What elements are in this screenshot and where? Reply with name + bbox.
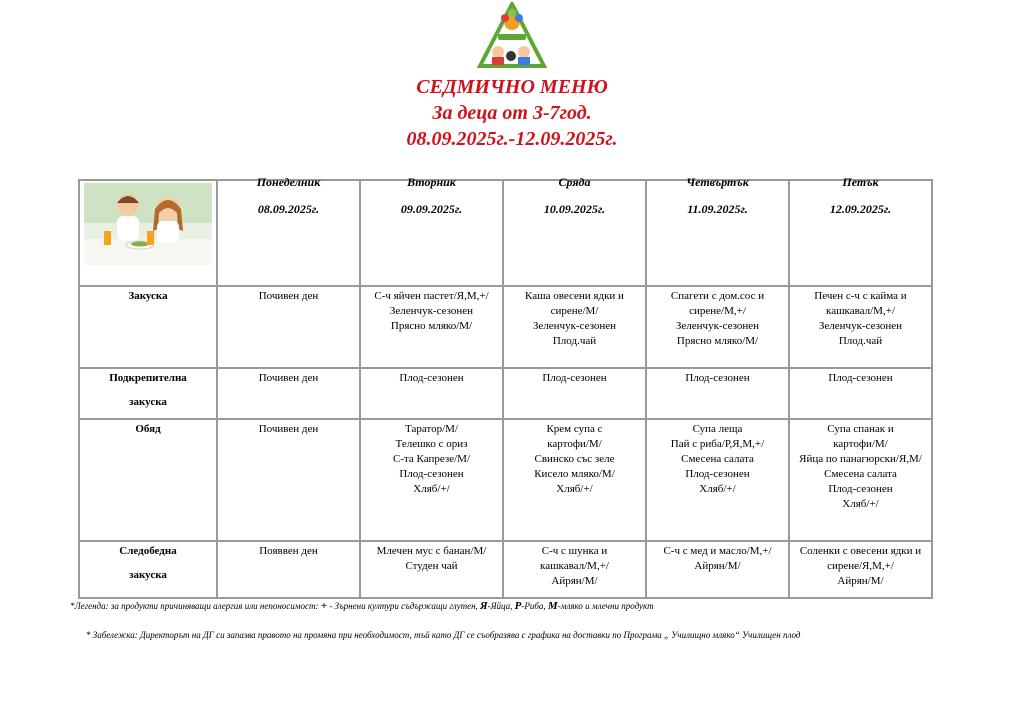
day-name: Сряда <box>558 175 591 189</box>
page-subtitle: За деца от 3-7год. <box>432 102 592 124</box>
menu-cell: Плод-сезонен <box>789 368 932 419</box>
day-header-tuesday <box>360 175 503 286</box>
menu-cell: Печен с-ч с кайма и кашкавал/М,+/ Зеленчук-сезонен Плод.чай <box>789 286 932 368</box>
legend-plus-text: - Зърнени култури съдържащи глутен, <box>327 601 478 611</box>
meal-label: Следобедна <box>119 545 177 557</box>
director-note: * Забележка: Директорът на ДГ си запазва правото на промяна при необходимост, тъй като ДГ се съобразява с графика на доставки по Програма „ Училищно мляко“ Училищен плод <box>86 630 801 640</box>
legend-fish-text: -Риба, <box>521 601 546 611</box>
menu-cell: Супа спанак и картофи/М/ Яйца по панагюрски/Я,М/ Смесена салата Плод-сезонен Хляб/+/ <box>789 419 932 541</box>
day-date: 10.09.2025г. <box>543 202 606 216</box>
menu-cell: С-ч с мед и масло/М,+/ Айрян/М/ <box>646 541 789 598</box>
meal-label-cell <box>79 541 217 598</box>
meal-label-sub: закуска <box>129 569 167 581</box>
meal-label-cell <box>79 286 217 368</box>
kindergarten-logo <box>476 2 548 70</box>
menu-cell: Каша овесени ядки и сирене/М/ Зеленчук-сезонен Плод.чай <box>503 286 646 368</box>
legend-egg: Я <box>480 600 488 612</box>
menu-cell: Плод-сезонен <box>360 368 503 419</box>
meal-row-snack <box>79 368 932 419</box>
title-block <box>0 74 1024 152</box>
meal-row-afternoon-snack <box>79 541 932 598</box>
meal-label-cell <box>79 419 217 541</box>
meal-label: Закуска <box>128 290 168 302</box>
menu-cell: Почивен ден <box>217 419 360 541</box>
legend-plus: + <box>320 600 328 612</box>
day-date: 12.09.2025г. <box>829 202 892 216</box>
meal-label-cell <box>79 368 217 419</box>
legend-milk-text: -мляко и млечни продукт <box>557 601 654 611</box>
legend-egg-text: -Яйца, <box>487 601 513 611</box>
menu-cell: Соленки с овесени ядки и сирене/Я,М,+/ Айрян/М/ <box>789 541 932 598</box>
meal-label: Подкрепителна <box>109 372 187 384</box>
menu-cell: Супа леща Пай с риба/Р,Я,М,+/ Смесена салата Плод-сезонен Хляб/+/ <box>646 419 789 541</box>
day-name: Петък <box>842 175 879 189</box>
legend-prefix: *Легенда: за продукти причиняващи алергия или непоносимост: <box>70 601 319 611</box>
menu-table <box>78 175 933 599</box>
children-photo-cell <box>79 180 217 286</box>
meal-row-breakfast <box>79 286 932 368</box>
day-name: Вторник <box>407 175 456 189</box>
menu-cell: Появвен ден <box>217 541 360 598</box>
menu-cell: Млечен мус с банан/М/ Студен чай <box>360 541 503 598</box>
day-header-monday <box>217 175 360 286</box>
legend-milk: М <box>547 600 558 612</box>
day-header-friday <box>789 175 932 286</box>
day-name: Понеделник <box>256 175 321 189</box>
menu-cell: Плод-сезонен <box>646 368 789 419</box>
menu-period: 08.09.2025г.-12.09.2025г. <box>406 128 618 150</box>
children-eating-photo <box>84 183 212 265</box>
day-date: 08.09.2025г. <box>257 202 320 216</box>
header-row <box>79 180 932 286</box>
menu-cell: С-ч с шунка и кашкавал/М,+/ Айрян/М/ <box>503 541 646 598</box>
allergen-legend <box>70 600 654 612</box>
day-date: 11.09.2025г. <box>687 202 748 216</box>
menu-cell: Почивен ден <box>217 286 360 368</box>
menu-cell: Спагети с дом.сос и сирене/М,+/ Зеленчук-сезонен Прясно мляко/М/ <box>646 286 789 368</box>
menu-cell: Плод-сезонен <box>503 368 646 419</box>
meal-label: Обяд <box>135 423 161 435</box>
page-title: СЕДМИЧНО МЕНЮ <box>416 76 608 98</box>
day-date: 09.09.2025г. <box>400 202 463 216</box>
legend-fish: Р <box>514 600 522 612</box>
day-header-thursday <box>646 175 789 286</box>
meal-row-lunch <box>79 419 932 541</box>
menu-cell: Почивен ден <box>217 368 360 419</box>
day-name: Четвъртък <box>686 175 749 189</box>
menu-cell: С-ч яйчен пастет/Я,М,+/ Зеленчук-сезонен Прясно мляко/М/ <box>360 286 503 368</box>
day-header-wednesday <box>503 175 646 286</box>
menu-cell: Крем супа с картофи/М/ Свинско със зеле Кисело мляко/М/ Хляб/+/ <box>503 419 646 541</box>
menu-cell: Таратор/М/ Телешко с ориз С-та Капрезе/М/ Плод-сезонен Хляб/+/ <box>360 419 503 541</box>
meal-label-sub: закуска <box>129 396 167 408</box>
